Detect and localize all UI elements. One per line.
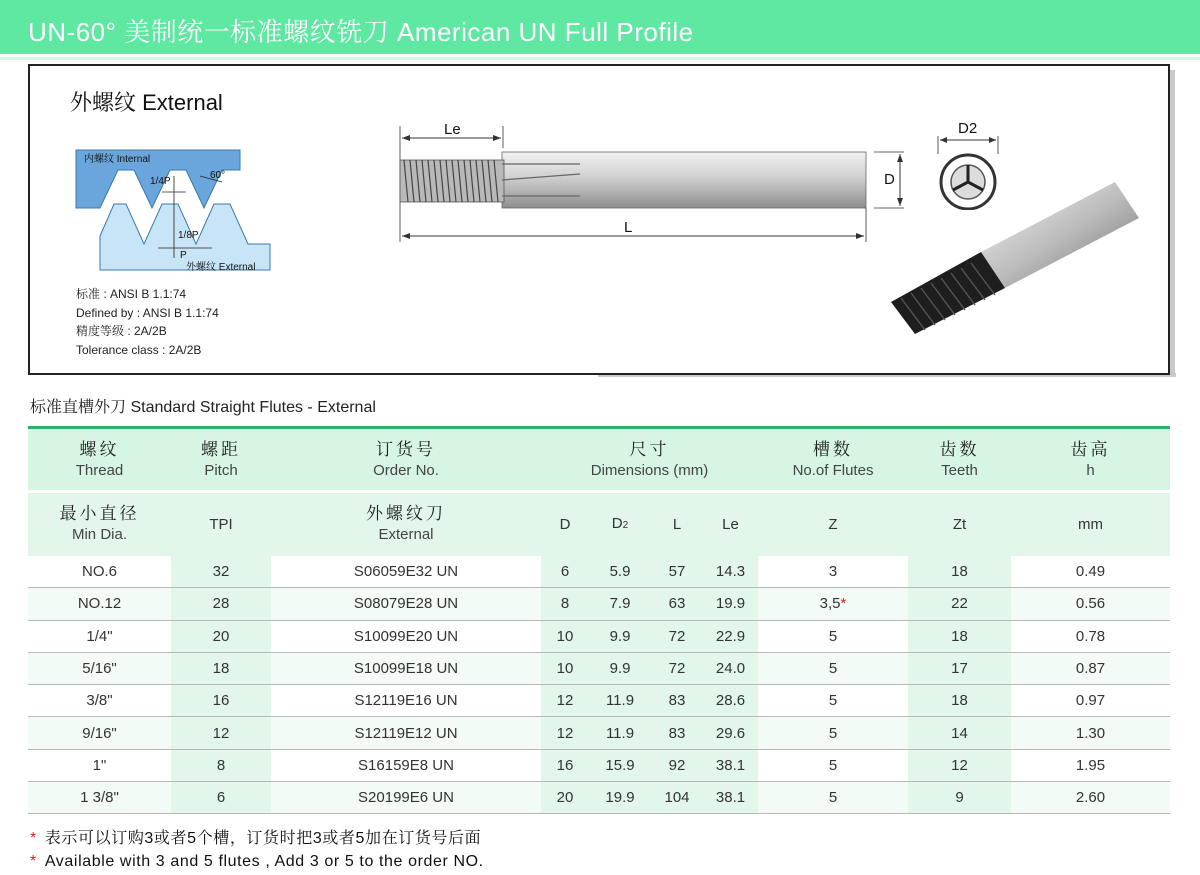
tool-shank — [502, 152, 866, 208]
cell-tpi: 18 — [171, 652, 271, 684]
col-d2: D2 — [589, 492, 651, 556]
table-subheader-row — [28, 492, 1170, 556]
cell-tpi: 28 — [171, 588, 271, 620]
col-teeth: 齿数 Teeth — [908, 428, 1011, 492]
cell-le: 28.6 — [703, 685, 758, 717]
external-label: 外螺纹 External — [186, 262, 256, 273]
note-en — [30, 853, 484, 871]
cell-d2: 9.9 — [589, 652, 651, 684]
page-title: UN-60° 美制统一标准螺纹铣刀 American UN Full Profile — [28, 17, 694, 47]
eighth-p-label: 1/8P — [178, 230, 199, 241]
flute-count: 3,5 — [819, 595, 841, 613]
cell-d: 12 — [541, 685, 589, 717]
note-en-text: Available with 3 and 5 flutes , Add 3 or 5 to the order NO. — [44, 853, 484, 870]
tool-photo-shank — [981, 182, 1139, 288]
cell-d2: 19.9 — [589, 782, 651, 814]
cell-le: 29.6 — [703, 717, 758, 749]
table-row — [28, 588, 1170, 620]
cell-tpi: 20 — [171, 620, 271, 652]
cell-teeth: 18 — [908, 620, 1011, 652]
note-cn-text: 表示可以订购3或者5个槽，订货时把3或者5加在订货号后面 — [44, 830, 482, 847]
d-label: D — [884, 171, 895, 188]
col-flutes: 槽数 No.of Flutes — [758, 428, 908, 492]
cell-flutes — [758, 588, 908, 620]
cell-h: 0.56 — [1011, 588, 1170, 620]
flute-count: 5 — [828, 627, 838, 645]
cell-thread: 5/16" — [28, 652, 171, 684]
cell-d2: 15.9 — [589, 749, 651, 781]
cell-flutes — [758, 782, 908, 814]
cell-flutes — [758, 620, 908, 652]
cell-h: 0.97 — [1011, 685, 1170, 717]
cell-tpi: 16 — [171, 685, 271, 717]
cell-d2: 7.9 — [589, 588, 651, 620]
cell-teeth: 9 — [908, 782, 1011, 814]
flute-count: 5 — [828, 692, 838, 710]
l-label: L — [624, 219, 633, 236]
cell-le: 19.9 — [703, 588, 758, 620]
cell-teeth: 18 — [908, 556, 1011, 588]
angle-label: 60° — [210, 170, 226, 181]
cell-l: 83 — [651, 717, 703, 749]
cell-teeth: 17 — [908, 652, 1011, 684]
cell-teeth: 12 — [908, 749, 1011, 781]
cell-order-no: S10099E20 UN — [271, 620, 541, 652]
le-label: Le — [444, 121, 461, 138]
cell-flutes — [758, 749, 908, 781]
cell-tpi: 6 — [171, 782, 271, 814]
cell-thread: 1 3/8" — [28, 782, 171, 814]
d2-label: D2 — [958, 120, 978, 137]
note-cn — [30, 825, 481, 848]
note-star: * — [30, 830, 37, 847]
cell-l: 72 — [651, 652, 703, 684]
cell-l: 63 — [651, 588, 703, 620]
cell-teeth: 14 — [908, 717, 1011, 749]
section-heading: 标准直槽外刀 Standard Straight Flutes - External — [30, 399, 376, 416]
tool-side-view — [390, 118, 920, 248]
cell-order-no: S16159E8 UN — [271, 749, 541, 781]
table-row — [28, 782, 1170, 814]
cell-h: 0.49 — [1011, 556, 1170, 588]
table-row — [28, 717, 1170, 749]
tool-photo — [885, 178, 1145, 346]
cell-flutes — [758, 685, 908, 717]
standard-info — [76, 285, 219, 359]
standard-line: Tolerance class : 2A/2B — [76, 342, 202, 357]
cell-order-no: S12119E16 UN — [271, 685, 541, 717]
table-header-row — [28, 428, 1170, 492]
flute-count: 5 — [828, 724, 838, 742]
cell-l: 83 — [651, 685, 703, 717]
cell-d: 8 — [541, 588, 589, 620]
col-l: L — [651, 492, 703, 556]
spec-table-body — [28, 556, 1170, 814]
note-star: * — [30, 853, 37, 870]
cell-flutes — [758, 652, 908, 684]
cell-le: 38.1 — [703, 749, 758, 781]
title-underline — [0, 57, 1200, 60]
cell-l: 104 — [651, 782, 703, 814]
cell-d: 6 — [541, 556, 589, 588]
quarter-p-label: 1/4P — [150, 176, 171, 187]
cell-d2: 5.9 — [589, 556, 651, 588]
col-thread: 螺纹 Thread — [28, 428, 171, 492]
cell-thread: NO.12 — [28, 588, 171, 620]
cell-d2: 9.9 — [589, 620, 651, 652]
cell-le: 22.9 — [703, 620, 758, 652]
cell-d2: 11.9 — [589, 717, 651, 749]
tool-photo-thread — [891, 252, 1005, 334]
cell-d: 20 — [541, 782, 589, 814]
cell-teeth: 18 — [908, 685, 1011, 717]
cell-le: 38.1 — [703, 782, 758, 814]
thread-profile-diagram — [74, 148, 284, 278]
cell-order-no: S10099E18 UN — [271, 652, 541, 684]
flute-option-star: * — [840, 595, 847, 613]
cell-thread: 1/4" — [28, 620, 171, 652]
cell-h: 2.60 — [1011, 782, 1170, 814]
external-title: 外螺纹 External — [70, 90, 223, 115]
flute-count: 5 — [828, 756, 838, 774]
title-bar — [0, 0, 1200, 54]
col-min-dia: 最小直径 Min Dia. — [28, 492, 171, 556]
cell-d: 10 — [541, 652, 589, 684]
table-row — [28, 652, 1170, 684]
cell-tpi: 32 — [171, 556, 271, 588]
col-zt: Zt — [908, 492, 1011, 556]
col-external: 外螺纹刀 External — [271, 492, 541, 556]
table-row — [28, 685, 1170, 717]
cell-d2: 11.9 — [589, 685, 651, 717]
flute-count: 3 — [828, 562, 838, 580]
cell-d: 12 — [541, 717, 589, 749]
table-row — [28, 556, 1170, 588]
cell-flutes — [758, 556, 908, 588]
cell-flutes — [758, 717, 908, 749]
cell-h: 1.30 — [1011, 717, 1170, 749]
cell-thread: NO.6 — [28, 556, 171, 588]
cell-order-no: S08079E28 UN — [271, 588, 541, 620]
p-label: P — [180, 250, 187, 261]
col-tpi: TPI — [171, 492, 271, 556]
cell-l: 72 — [651, 620, 703, 652]
cell-tpi: 8 — [171, 749, 271, 781]
cell-h: 1.95 — [1011, 749, 1170, 781]
cell-thread: 3/8" — [28, 685, 171, 717]
spec-table — [28, 426, 1170, 814]
col-mm: mm — [1011, 492, 1170, 556]
flute-count: 5 — [828, 789, 838, 807]
cell-d: 10 — [541, 620, 589, 652]
col-order: 订货号 Order No. — [271, 428, 541, 492]
col-dimensions: 尺寸 Dimensions (mm) — [541, 428, 758, 492]
col-h: 齿高 h — [1011, 428, 1170, 492]
standard-line: 标准 : ANSI B 1.1:74 — [76, 287, 187, 301]
standard-line: Defined by : ANSI B 1.1:74 — [76, 305, 219, 320]
col-le: Le — [703, 492, 758, 556]
cell-thread: 9/16" — [28, 717, 171, 749]
cell-l: 57 — [651, 556, 703, 588]
panel-shadow-right — [1170, 70, 1175, 376]
col-pitch: 螺距 Pitch — [171, 428, 271, 492]
cell-tpi: 12 — [171, 717, 271, 749]
cell-order-no: S06059E32 UN — [271, 556, 541, 588]
col-z: Z — [758, 492, 908, 556]
flute-count: 5 — [828, 660, 838, 678]
cell-h: 0.78 — [1011, 620, 1170, 652]
cell-teeth: 22 — [908, 588, 1011, 620]
cell-le: 14.3 — [703, 556, 758, 588]
cell-order-no: S20199E6 UN — [271, 782, 541, 814]
cell-l: 92 — [651, 749, 703, 781]
cell-h: 0.87 — [1011, 652, 1170, 684]
table-row — [28, 620, 1170, 652]
cell-le: 24.0 — [703, 652, 758, 684]
col-d: D — [541, 492, 589, 556]
cell-thread: 1" — [28, 749, 171, 781]
table-row — [28, 749, 1170, 781]
internal-label: 内螺纹 Internal — [84, 154, 151, 165]
standard-line: 精度等级 : 2A/2B — [76, 324, 167, 338]
cell-order-no: S12119E12 UN — [271, 717, 541, 749]
cell-d: 16 — [541, 749, 589, 781]
